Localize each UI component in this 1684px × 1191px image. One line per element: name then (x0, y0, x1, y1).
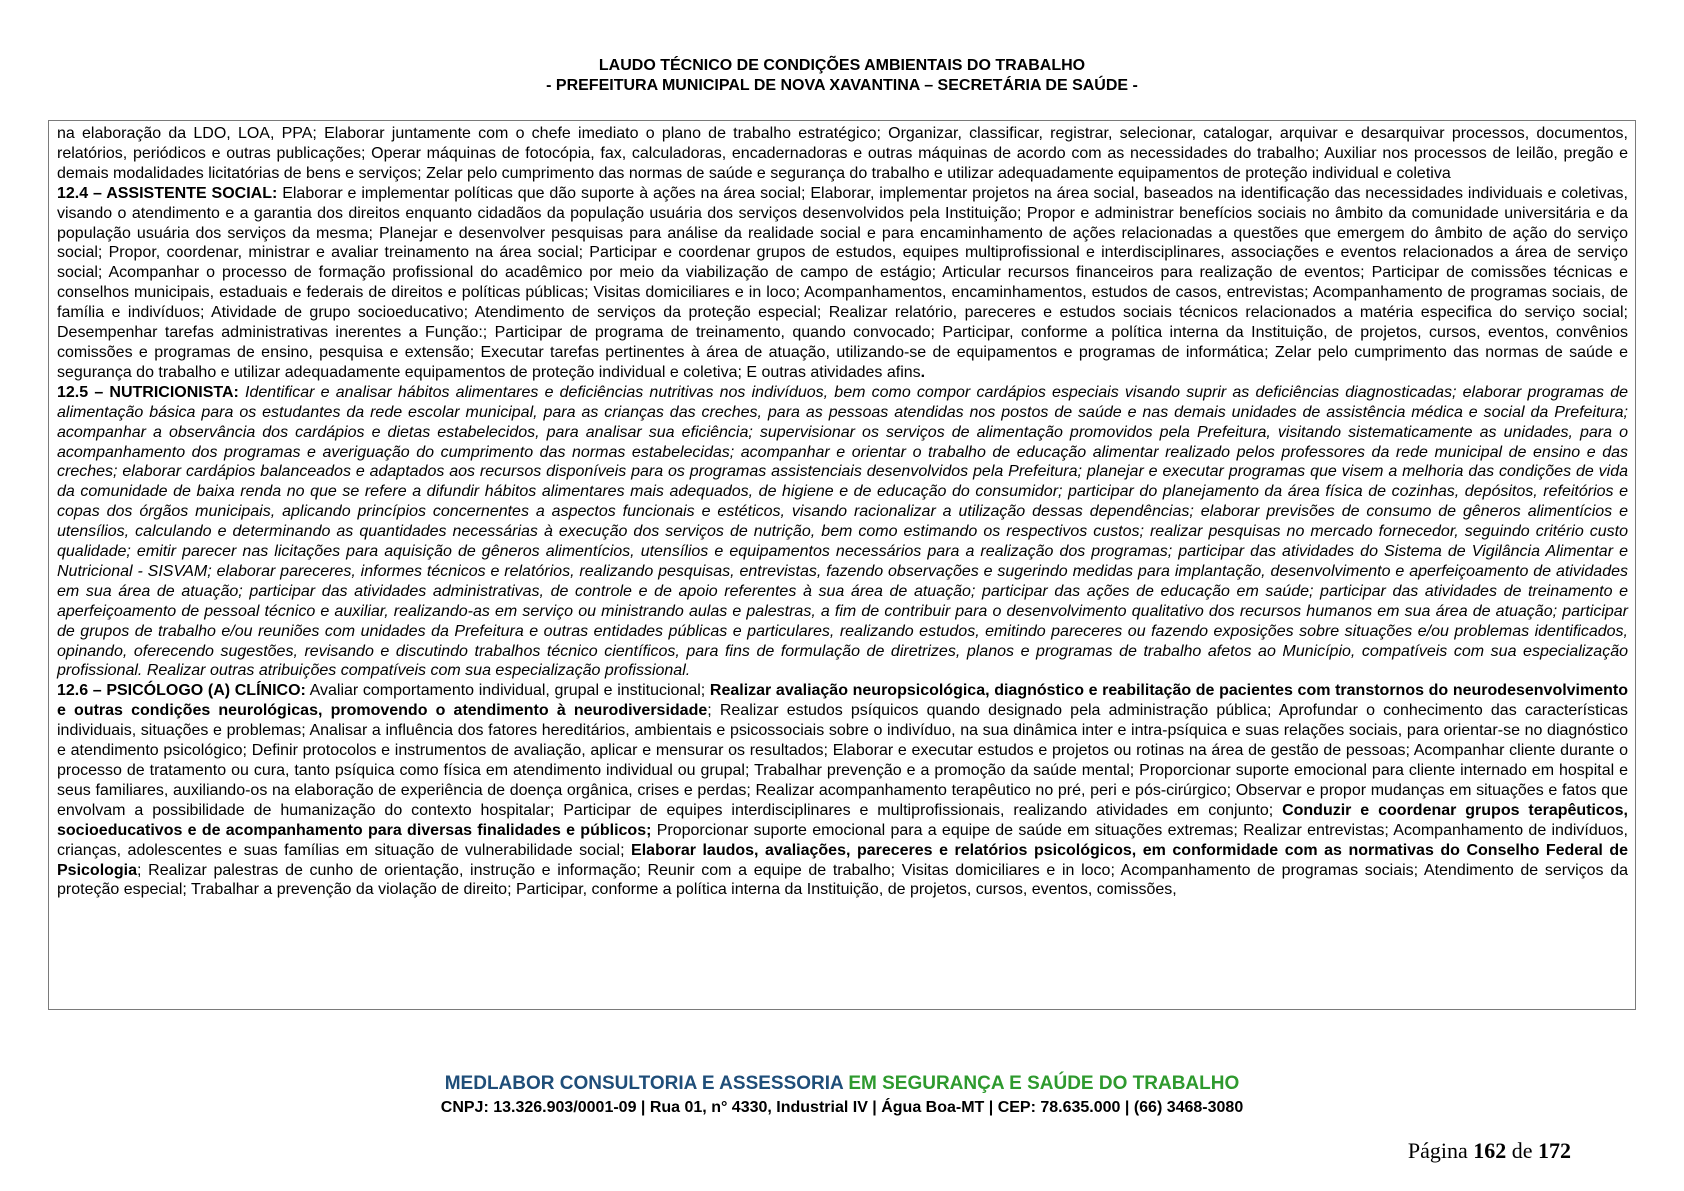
section-12-5-text: Identificar e analisar hábitos alimentares e deficiências nutritivas nos indivíduos, bem como compor cardápios especiais visando suprir as deficiências diagnosticadas; elaborar programas de alimentação básica para os estudantes da rede escolar municipal, para as crianças das creches, para as pessoas atendidas nos postos de saúde e nas demais unidades de assistência médica e social da Prefeitura; acompanhar a observância dos cardápios e dietas estabelecidos, para analisar sua eficiência; supervisionar os serviços de alimentação promovidos pela Prefeitura, visitando sistematicamente as unidades, para o acompanhamento dos programas e averiguação do cumprimento das normas estabelecidas; acompanhar e orientar o trabalho de educação alimentar realizado pelos professores da rede municipal de ensino e das creches; elaborar cardápios balanceados e adaptados aos recursos disponíveis para os programas assistenciais desenvolvidos pela Prefeitura; planejar e executar programas que visem a melhoria das condições de vida da comunidade de baixa renda no que se refere a difundir hábitos alimentares mais adequados, de higiene e de educação do consumidor; participar do planejamento da área física de cozinhas, depósitos, refeitórios e copas dos órgãos municipais, aplicando princípios concernentes a aspectos funcionais e estéticos, visando racionalizar a utilização dessas dependências; elaborar previsões de consumo de gêneros alimentícios e utensílios, calculando e determinando as quantidades necessárias à execução dos serviços de nutrição, bem como estimando os respectivos custos; realizar pesquisas no mercado fornecedor, seguindo critério custo qualidade; emitir parecer nas licitações para aquisição de gêneros alimentícios, utensílios e equipamentos necessários para a realização dos programas; participar das atividades do Sistema de Vigilância Alimentar e Nutricional - SISVAM; elaborar pareceres, informes técnicos e relatórios, realizando pesquisas, entrevistas, fazendo observações e sugerindo medidas para implantação, desenvolvimento e aperfeiçoamento de atividades em sua área de atuação; participar das atividades administrativas, de controle e de apoio referentes à sua área de atuação; participar das ações de educação em saúde; participar das atividades de treinamento e aperfeiçoamento de pessoal técnico e auxiliar, realizando-as em serviço ou ministrando aulas e palestras, a fim de contribuir para o desenvolvimento qualitativo dos recursos humanos em sua área de atuação; participar de grupos de trabalho e/ou reuniões com unidades da Prefeitura e outras entidades públicas e particulares, realizando estudos, emitindo pareceres ou fazendo exposições sobre situações e/ou problemas identificados, opinando, oferecendo sugestões, revisando e discutindo trabalhos técnico científicos, para fins de formulação de diretrizes, planos e programas de trabalho afetos ao Município, compatíveis com sua especialização profissional. Realizar outras atribuições compatíveis com sua especialização profissional. (57, 383, 1628, 680)
intro-text: na elaboração da LDO, LOA, PPA; Elaborar juntamente com o chefe imediato o plano de trabalho estratégico; Organizar, classificar, registrar, selecionar, catalogar, arquivar e desarquivar processos, documentos, relatórios, periódicos e outras publicações; Operar máquinas de fotocópia, fax, calculadoras, encadernadoras e outras máquinas de acordo com as necessidades do trabalho; Auxiliar nos processos de leilão, pregão e demais modalidades licitatórias de bens e serviços; Zelar pelo cumprimento das normas de saúde e segurança do trabalho e utilizar adequadamente equipamentos de proteção individual e coletiva (57, 125, 1628, 182)
section-12-6-text-3: Proporcionar suporte emocional para a equipe de saúde em situações extremas; Realizar entrevistas; Acompanhamento de indivíduos, crianças, adolescentes e suas famílias em situação de vulnerabilidade social; (57, 821, 1628, 859)
document-title: LAUDO TÉCNICO DE CONDIÇÕES AMBIENTAIS DO TRABALHO (598, 57, 1086, 74)
page-current: 162 (1473, 1138, 1507, 1163)
intro-paragraph (57, 124, 1628, 184)
section-12-6-bold-1: Realizar avaliação neuropsicológica, diagnóstico e reabilitação de pacientes com transtornos do neurodesenvolvimento e outras condições neurológicas, promovendo o atendimento à neurodiversidade (57, 682, 1629, 720)
section-12-4-heading: 12.4 – ASSISTENTE SOCIAL: (57, 184, 278, 202)
footer-brand (0, 1072, 1684, 1096)
section-12-4 (57, 184, 1628, 383)
page-label: Página (1407, 1138, 1474, 1163)
section-12-5 (57, 383, 1628, 682)
section-12-4-end: . (920, 363, 926, 381)
section-12-6-text-4: ; Realizar palestras de cunho de orientação, instrução e informação; Reunir com a equipe de trabalho; Visitas domiciliares e in loco; Acompanhamento de programas sociais; Atendimento de serviços da proteção especial; Trabalhar a prevenção da violação de direito; Participar, conforme a política interna da Instituição, de projetos, cursos, eventos, comissões, (57, 861, 1628, 899)
footer-brand-tagline: EM SEGURANÇA E SAÚDE DO TRABALHO (843, 1073, 1240, 1094)
footer-brand-company: MEDLABOR CONSULTORIA E ASSESSORIA (444, 1073, 844, 1094)
section-12-6 (57, 681, 1628, 900)
section-12-6-heading: 12.6 – PSICÓLOGO (A) CLÍNICO: (57, 682, 306, 700)
section-12-6-text-1: Avaliar comportamento individual, grupal e institucional; (305, 682, 710, 700)
document-header (0, 56, 1684, 96)
page-of: de (1506, 1138, 1538, 1163)
section-12-6-bold-3: Elaborar laudos, avaliações, pareceres e relatórios psicológicos, em conformidade com as normativas do Conselho Federal de Psicologia (57, 841, 1629, 879)
document-subtitle: - PREFEITURA MUNICIPAL DE NOVA XAVANTINA – SECRETÁRIA DE SAÚDE - (546, 77, 1138, 94)
section-12-6-text-2: ; Realizar estudos psíquicos quando designado pela administração pública; Aprofundar o conhecimento das características individuais, situações e problemas; Analisar a influência dos fatores hereditários, ambientais e psicossociais sobre o indivíduo, na sua dinâmica inter e intra-psíquica e suas relações sociais, para orientar-se no diagnóstico e atendimento psicológico; Definir protocolos e instrumentos de avaliação, aplicar e mensurar os resultados; Elaborar e executar estudos e projetos ou rotinas na área de gestão de pessoas; Acompanhar cliente durante o processo de tratamento ou cura, tanto psíquica como física em atendimento individual ou grupal; Trabalhar prevenção e a promoção da saúde mental; Proporcionar suporte emocional para cliente internado em hospital e seus familiares, auxiliando-os na elaboração de experiência de doença orgânica, crises e perdas; Realizar acompanhamento terapêutico no pré, peri e pós-cirúrgico; Observar e propor mudanças em situações e fatos que envolvam a possibilidade de humanização do contexto hospitalar; Participar de equipes interdisciplinares e multiprofissionais, realizando atividades em conjunto; (57, 702, 1628, 819)
page-total: 172 (1538, 1138, 1571, 1163)
section-12-4-text: Elaborar e implementar políticas que dão suporte à ações na área social; Elaborar, implementar projetos na área social, baseados na identificação das necessidades individuais e coletivas, visando o atendimento e a garantia dos direitos enquanto cidadãos da população usuária dos serviços desenvolvidos pela Instituição; Propor e administrar benefícios sociais no âmbito da comunidade universitária e da população usuária dos serviços da mesma; Planejar e desenvolver pesquisas para análise da realidade social e para encaminhamento de ações relacionadas a questões que emergem do âmbito de ação do serviço social; Propor, coordenar, ministrar e avaliar treinamento na área social; Participar e coordenar grupos de estudos, equipes multiprofissional e interdisciplinares, associações e eventos relacionados a área de serviço social; Acompanhar o processo de formação profissional do acadêmico por meio da viabilização de campo de estágio; Articular recursos financeiros para realização de eventos; Participar de comissões técnicas e conselhos municipais, estaduais e federais de direitos e políticas públicas; Visitas domiciliares e in loco; Acompanhamentos, encaminhamentos, estudos de casos, entrevistas; Acompanhamento de programas sociais, de família e indivíduos; Atividade de grupo socioeducativo; Atendimento de serviços da proteção especial; Realizar relatório, pareceres e estudos sociais técnicos relacionados a matéria especifica do serviço social; Desempenhar tarefas administrativas inerentes a Função:; Participar de programa de treinamento, quando convocado; Participar, conforme a política interna da Instituição, de projetos, cursos, eventos, convênios comissões e programas de ensino, pesquisa e extensão; Executar tarefas pertinentes à área de atuação, utilizando-se de equipamentos e programas de informática; Zelar pelo cumprimento das normas de saúde e segurança do trabalho e utilizar adequadamente equipamentos de proteção individual e coletiva; E outras atividades afins (57, 184, 1628, 381)
footer-address: CNPJ: 13.326.903/0001-09 | Rua 01, n° 4330, Industrial IV | Água Boa-MT | CEP: 78.635.000 | (66) 3468-3080 (440, 1099, 1244, 1116)
section-12-6-bold-2: Conduzir e coordenar grupos terapêuticos, socioeducativos e de acompanhamento para diversas finalidades e públicos; (57, 801, 1628, 839)
page-number (1408, 1138, 1571, 1164)
section-12-5-heading: 12.5 – NUTRICIONISTA: (57, 383, 239, 401)
content-box (48, 120, 1636, 1010)
